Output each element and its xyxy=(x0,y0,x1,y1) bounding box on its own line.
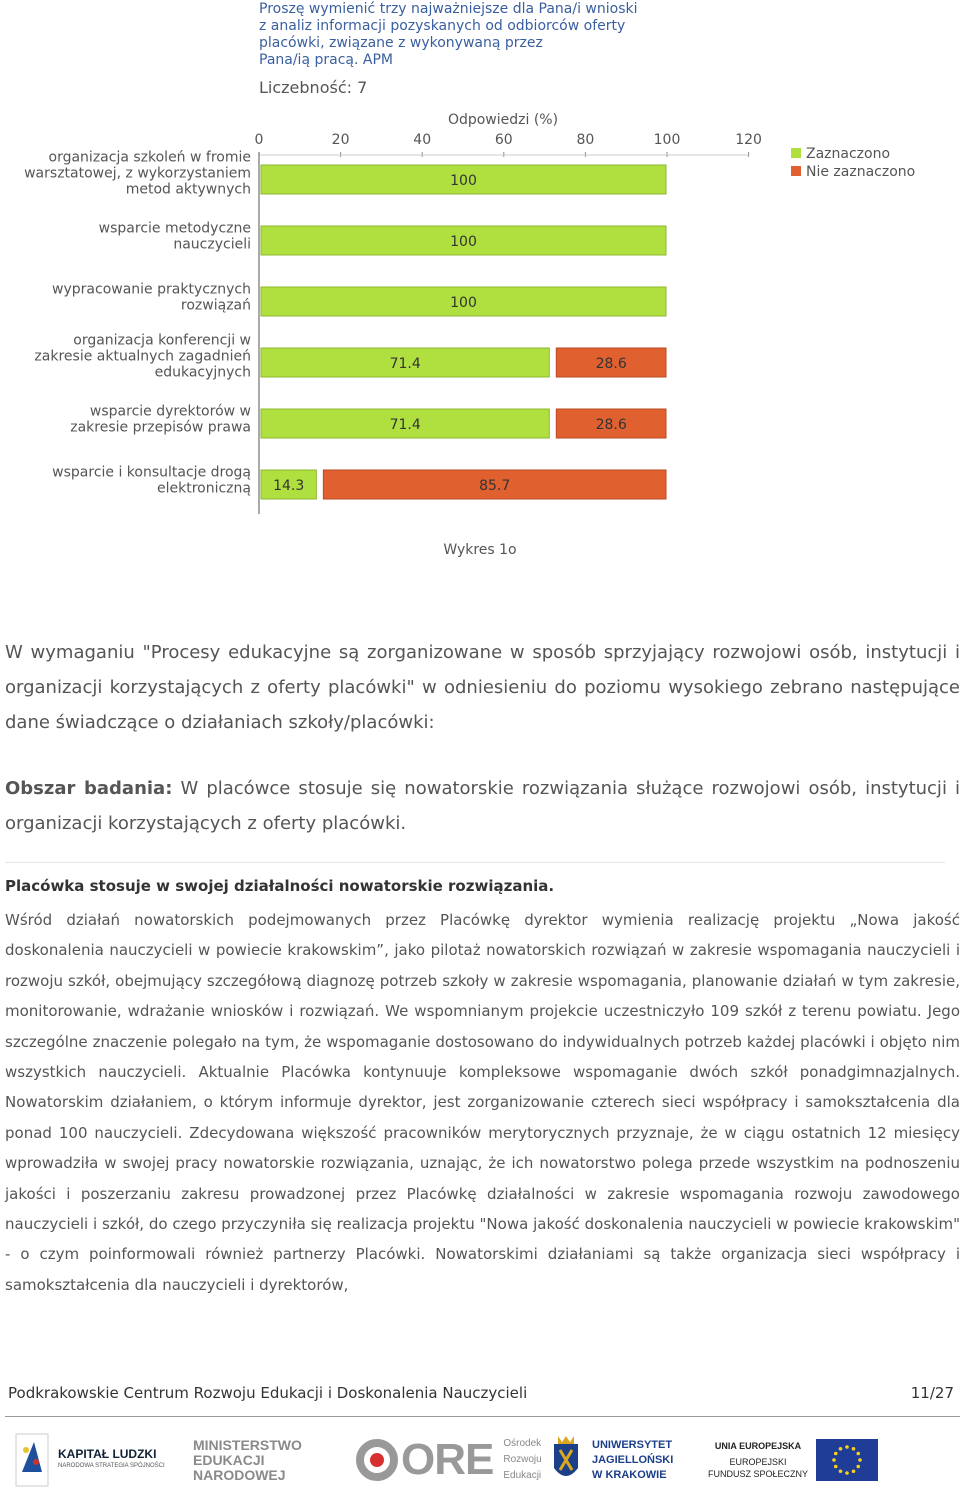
data-label: 14.3 xyxy=(273,478,305,494)
legend-label: Nie zaznaczono xyxy=(806,164,916,180)
data-label: 100 xyxy=(450,234,477,250)
x-tick-label: 20 xyxy=(331,132,350,148)
x-tick-label: 60 xyxy=(494,132,513,148)
page-number: 11/27 xyxy=(910,1384,954,1402)
x-axis-label: Odpowiedzi (%) xyxy=(447,112,559,128)
men-line-2: EDUKACJI xyxy=(193,1452,265,1468)
x-tick-label: 40 xyxy=(413,132,432,148)
body-paragraph: Wśród działań nowatorskich podejmowanych przez Placówkę dyrektor wymienia realizację projektu „Nowa jakość doskonalenia nauczycieli w powiecie krakowskim”, jako pilotaż nowatorskich rozwiązań w zakresie wspomagania nauczycieli i rozwoju szkół, obejmujący szczegółową diagnozę potrzeb szkoły w zakresie wspomagania, planowanie działań w tym zakresie, monitorowanie, wdrażanie wniosków i rozwiązań. We wspomnianym projekcie uczestniczyło 109 szkół z terenu powiatu. Jego szczególne znaczenie polegało na tym, że wspomaganie dostosowano do indywidualnych potrzeb każdej placówki i objęto nim wszystkich nauczycieli. Aktualnie Placówka kontynuuje kompleksowe wspomaganie dwóch szkół ponadgimnazjalnych. Nowatorskim działaniem, o którym informuje dyrektor, jest zorganizowanie czterech sieci współpracy i samokształcenia dla ponad 100 nauczycieli. Zdecydowana większość pracowników merytorycznych przyznaje, że w ciągu ostatnich 12 miesięcy wprowadziła w swojej pracy nowatorskie rozwiązania, uznając, że ich nowatorstwo polega przede wszystkim na podnoszeniu jakości i poszerzaniu zakresu prowadzonej przez Placówkę działalności w zakresie wspomagania rozwoju zawodowego nauczycieli i szkół, do czego przyczyniła się realizacja projektu "Nowa jakość doskonalenia nauczycieli w powiecie krakowskim" - o czym poinformowali również partnerzy Placówki. Nowatorskimi działaniami są także organizacja sieci współpracy i samokształcenia dla nauczycieli i dyrektorów, xyxy=(5,911,960,1294)
category-label: elektroniczną xyxy=(157,480,251,497)
ue-line-1: UNIA EUROPEJSKA xyxy=(714,1441,802,1451)
question-text-line: Proszę wymienić trzy najważniejsze dla Pana/i wnioski xyxy=(259,1,638,17)
question-text-line: Pana/ią pracą. APM xyxy=(259,52,393,68)
category-label: zakresie przepisów prawa xyxy=(70,419,251,436)
bar-chart xyxy=(0,0,960,530)
kapital-title: KAPITAŁ LUDZKI xyxy=(58,1447,157,1461)
ue-logo xyxy=(708,1425,878,1495)
uj-logo xyxy=(548,1425,673,1495)
footer-organization: Podkrakowskie Centrum Rozwoju Edukacji i Doskonalenia Nauczycieli xyxy=(8,1384,528,1402)
ore-circle-icon xyxy=(355,1438,399,1482)
men-line-3: NARODOWEJ xyxy=(193,1467,286,1483)
ore-logo xyxy=(355,1425,542,1495)
category-label: wypracowanie praktycznych xyxy=(52,281,251,298)
kapital-ludzki-star-icon xyxy=(12,1432,52,1488)
x-tick-label: 0 xyxy=(254,132,264,148)
category-label: organizacja szkoleń w fromie xyxy=(48,149,251,166)
ministerstwo-logo xyxy=(193,1425,302,1495)
x-tick-label: 120 xyxy=(735,132,762,148)
category-label: edukacyjnych xyxy=(154,364,251,381)
legend-label: Zaznaczono xyxy=(806,146,891,162)
data-label: 28.6 xyxy=(595,417,627,433)
data-label: 85.7 xyxy=(479,478,511,494)
legend-swatch xyxy=(791,166,801,176)
ore-line-2: Rozwoju xyxy=(503,1454,542,1465)
category-label: zakresie aktualnych zagadnień xyxy=(34,348,251,365)
category-label: wsparcie dyrektorów w xyxy=(89,403,251,420)
category-label: wsparcie metodyczne xyxy=(98,220,251,237)
data-label: 71.4 xyxy=(389,356,421,372)
category-label: nauczycieli xyxy=(173,236,251,253)
data-label: 71.4 xyxy=(389,417,421,433)
category-label: rozwiązań xyxy=(180,297,251,314)
ore-line-3: Edukacji xyxy=(503,1470,542,1481)
ue-line-3: FUNDUSZ SPOŁECZNY xyxy=(708,1469,809,1479)
category-label: metod aktywnych xyxy=(125,181,251,198)
uj-crest-icon xyxy=(548,1432,584,1488)
area-text: W placówce stosuje się nowatorskie rozwiązania służące rozwojowi osób, instytucji i organizacji korzystających z oferty placówki. xyxy=(5,778,960,834)
data-label: 100 xyxy=(450,173,477,189)
kapital-ludzki-logo xyxy=(12,1425,165,1495)
section-subheading: Placówka stosuje w swojej działalności nowatorskie rozwiązania. xyxy=(5,877,555,895)
question-text-line: z analiz informacji pozyskanych od odbiorców oferty xyxy=(259,18,626,34)
men-line-1: MINISTERSTWO xyxy=(193,1437,302,1453)
kapital-subtitle: NARODOWA STRATEGIA SPÓJNOŚCI xyxy=(58,1463,165,1469)
intro-paragraph: W wymaganiu "Procesy edukacyjne są zorganizowane w sposób sprzyjający rozwojowi osób, instytucji i organizacji korzystających z oferty placówki" w odniesieniu do poziomu wysokiego zebrano następujące dane świadczące o działaniach szkoły/placówki: xyxy=(5,642,960,733)
x-tick-label: 100 xyxy=(653,132,681,148)
data-label: 100 xyxy=(450,295,477,311)
category-label: wsparcie i konsultacje drogą xyxy=(52,464,251,481)
ore-mark: ORE xyxy=(401,1435,494,1484)
ue-line-2: EUROPEJSKI xyxy=(729,1457,787,1467)
count-label: Liczebność: 7 xyxy=(259,78,368,97)
legend-swatch xyxy=(791,148,801,158)
eu-flag-icon xyxy=(816,1439,878,1481)
footer-divider xyxy=(5,1416,960,1417)
ore-line-1: Ośrodek xyxy=(503,1438,542,1449)
figure-caption: Wykres 1o xyxy=(443,542,517,558)
uj-line-1: UNIWERSYTET xyxy=(592,1439,673,1451)
category-label: warsztatowej, z wykorzystaniem xyxy=(24,165,251,182)
uj-line-2: JAGIELLOŃSKI xyxy=(592,1454,674,1466)
question-text-line: placówki, związane z wykonywaną przez xyxy=(259,35,543,51)
uj-line-3: W KRAKOWIE xyxy=(592,1469,667,1481)
category-label: organizacja konferencji w xyxy=(73,332,251,349)
data-label: 28.6 xyxy=(595,356,627,372)
area-label: Obszar badania: xyxy=(5,778,173,799)
x-tick-label: 80 xyxy=(576,132,595,148)
area-paragraph xyxy=(5,771,960,841)
divider xyxy=(5,862,945,863)
